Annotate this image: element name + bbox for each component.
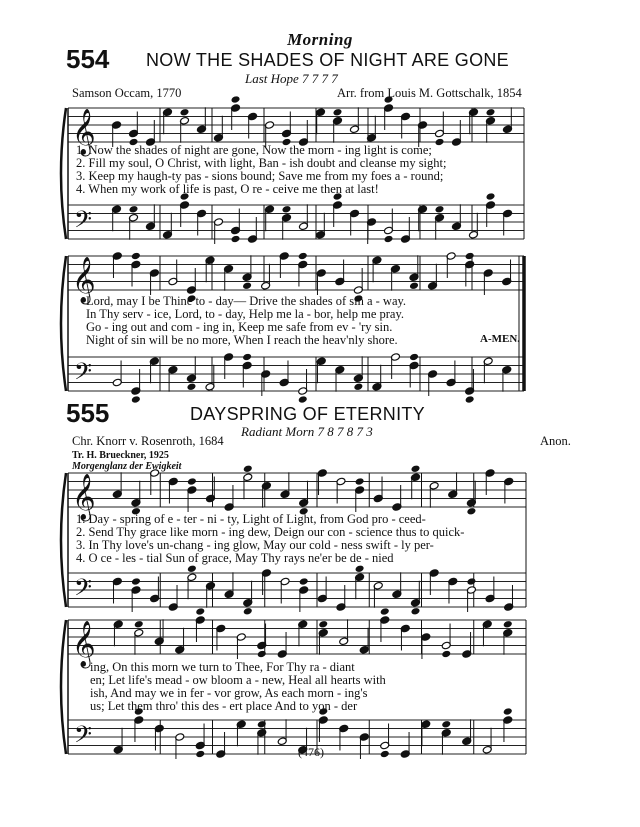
note-head [231,95,241,104]
note-head [318,620,328,629]
verse-line: Lord, may I be Thine to - day— Drive the shades of sin a - way. [86,294,407,308]
note-head [131,577,141,586]
note-head [486,192,496,201]
note-head [466,507,476,516]
note-head [465,252,475,261]
note-head [242,353,252,362]
staff-brace [61,256,66,391]
verse-line: Night of sin will be no more, When I reach the heav'nly shore. [86,333,398,347]
section-heading: Morning [287,30,353,49]
note-head [411,464,421,473]
note-head [411,607,421,616]
note-head [231,235,241,244]
staff-brace [61,108,66,239]
translator-credit: Tr. H. Brueckner, 1925 [72,450,169,461]
note-head [466,577,476,586]
note-head [131,395,141,404]
note-head [503,620,513,629]
verse-line: 1. Day - spring of e - ter - ni - ty, Light of Light, from God pro - ceed- [76,512,426,526]
hymn-number: 555 [66,398,110,428]
verse-line: us; Let them thro' this des - ert place And to yon - der [90,699,358,713]
verse-line: en; Let life's mead - ow bloom a - new, Heal all hearts with [90,673,386,687]
note-head [129,205,139,214]
music-credit: Anon. [540,434,571,448]
tune-name: Last Hope 7 7 7 7 [245,71,338,86]
staff-brace [61,620,66,754]
treble-clef: 𝄞 [72,257,96,303]
note-head [298,395,308,404]
verse-line: 1. Now the shades of night are gone, Now the morn - ing light is come; [76,143,432,157]
treble-clef: 𝄞 [72,621,96,667]
tune-name: Radiant Morn 7 8 7 8 7 3 [241,424,373,439]
treble-clef: 𝄞 [72,474,96,520]
note-head [380,607,390,616]
note-head [465,395,475,404]
verse-line: 2. Send Thy grace like morn - ing dew, Deign our con - science thus to quick- [76,525,465,539]
amen-label: A-MEN. [480,333,521,345]
note-head [134,620,144,629]
verse-line: ish, And may we in fer - vor grow, As each morn - ing's [90,686,368,700]
note-head [180,108,190,117]
page-number: (476) [298,745,324,759]
note-head [435,138,445,147]
note-head [242,281,252,290]
verse-line: 2. Fill my soul, O Christ, with light, Ban - ish doubt and cleanse my sight; [76,156,447,170]
note-head [503,707,513,716]
note-head [299,577,309,586]
bass-clef: 𝄢 [74,357,93,391]
hymn-number: 554 [66,44,110,74]
note-head [409,353,419,362]
note-head [243,607,253,616]
bass-clef: 𝄢 [74,720,93,754]
note-head [243,464,253,473]
original-title: Morgenglanz der Ewigkeit [72,461,182,472]
note-head [298,252,308,261]
music-credit: Arr. from Louis M. Gottschalk, 1854 [337,86,522,100]
words-credit: Chr. Knorr v. Rosenroth, 1684 [72,434,224,448]
staff-brace [61,473,66,607]
bass-clef: 𝄢 [74,573,93,607]
verse-line: 3. Keep my haugh-ty pas - sions bound; Save me from my foes a - round; [76,169,444,183]
treble-clef: 𝄞 [72,109,96,155]
hymn-title: NOW THE SHADES OF NIGHT ARE GONE [146,50,509,70]
verse-line: 4. O ce - les - tial Sun of grace, May Thy rays ne'er be de - nied [76,551,394,565]
hymn-title: DAYSPRING OF ETERNITY [190,404,425,424]
note-head [435,205,445,214]
note-head [282,205,292,214]
verse-line: ing, On this morn we turn to Thee, For Thy ra - diant [90,660,355,674]
note-head [380,750,390,759]
note-head [186,382,196,391]
verse-line: In Thy serv - ice, Lord, to - day, Help me la - bor, help me pray. [86,307,405,321]
verse-line: 4. When my work of life is past, O re - ceive me then at last! [76,182,379,196]
note-head [441,720,451,729]
note-head [353,382,363,391]
note-head [409,281,419,290]
note-head [355,477,365,486]
note-head [187,477,197,486]
words-credit: Samson Occam, 1770 [72,86,182,100]
note-head [486,108,496,117]
bass-clef: 𝄢 [74,205,93,239]
note-head [195,607,205,616]
verse-line: Go - ing out and com - ing in, Keep me safe from ev - 'ry sin. [86,320,393,334]
note-head [384,235,394,244]
note-head [441,650,451,659]
note-head [195,750,205,759]
note-head [131,252,141,261]
note-head [333,108,343,117]
verse-line: 3. In Thy love's un-chang - ing glow, May our cold - ness swift - ly per- [76,538,434,552]
